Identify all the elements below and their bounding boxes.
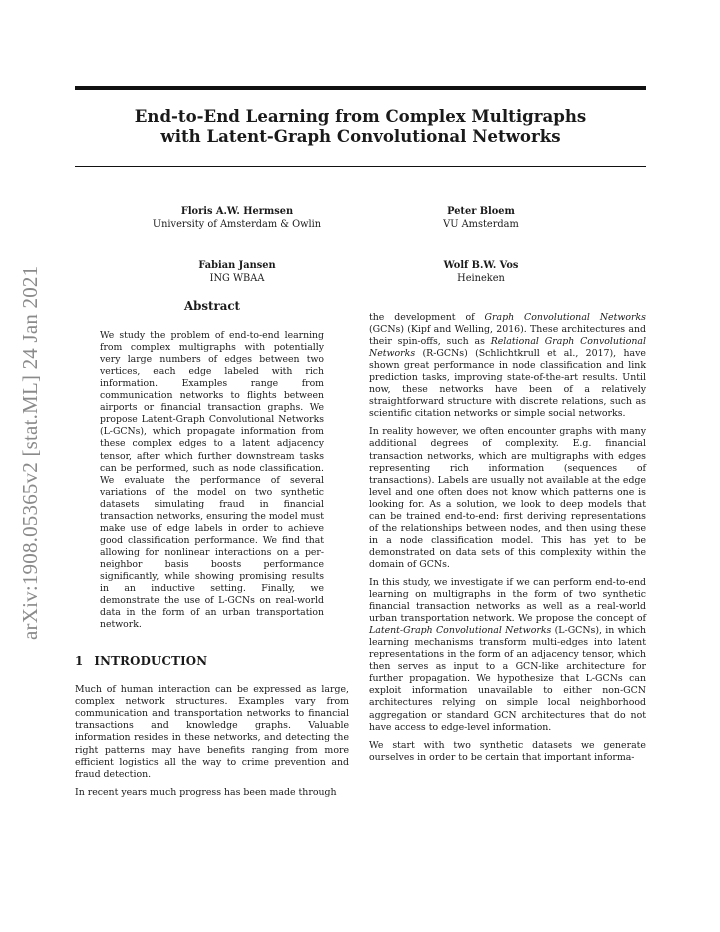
section-title: INTRODUCTION: [94, 654, 208, 669]
author-block-2: [356, 205, 606, 231]
intro-paragraph-1: Much of human interaction can be expressed as large, complex network structures. Examples vary from communication and transportation networks to financial transactions and knowledge graphs. Valuable information resides in these networks, and detecting the right patterns may have benefits ranging from more efficient logistics all the way to crime prevention and fraud detection.: [75, 684, 349, 780]
title-rule-bottom: [75, 166, 646, 167]
body-paragraph-1: [369, 312, 646, 420]
author-name: Floris A.W. Hermsen: [180, 206, 294, 217]
section-heading-introduction: [75, 655, 349, 667]
term-rgcn: Relational Graph Convolutional Networks: [369, 336, 646, 360]
title-rule-top: [75, 86, 646, 90]
author-affiliation: VU Amsterdam: [443, 219, 519, 230]
intro-paragraph-2: In recent years much progress has been made through: [75, 786, 337, 798]
abstract-text: We study the problem of end-to-end learning from complex multigraphs with potentially very large numbers of edges between two vertices, each edge labeled with rich information. Examples range from communication networks to flights between airports or financial transaction graphs. We propose Latent-Graph Convolutional Networks (L-GCNs), which propagate information from these complex edges to a latent adjacency tensor, after which further downstream tasks can be performed, such as node classification. We evaluate the performance of several variations of the model on two synthetic datasets simulating fraud in financial transaction networks, ensuring the model must make use of edge labels in order to achieve good classification performance. We find that allowing for nonlinear interactions on a per-neighbor basis boosts performance significantly, while showing promising results in an inductive setting. Finally, we demonstrate the use of L-GCNs on real-world data in the form of an urban transportation network.: [100, 330, 324, 631]
left-column: [75, 300, 349, 805]
author-block-3: [112, 259, 362, 285]
body-paragraph-2: In reality however, we often encounter graphs with many additional degrees of complexity. E.g. financial transaction networks, which are multigraphs with edges representing rich information (sequences of transactions). Labels are usually not available at the edge level and one often does not know which patterns one is looking for. As a solution, we look to deep models that can be trained end-to-end: first deriving representations of the relationships between nodes, and then using these in a node classification model. This has yet to be demonstrated on data sets of this complexity within the domain of GCNs.: [369, 426, 646, 570]
body-paragraph-4: We start with two synthetic datasets we generate ourselves in order to be certain that important informa-: [369, 739, 646, 763]
body-paragraph-3: [369, 577, 646, 734]
section-number: 1: [75, 654, 84, 669]
text-run: (GCNs) (Kipf and Welling, 2016). These architectures and their spin-offs, such as: [369, 324, 646, 348]
abstract-heading: Abstract: [184, 299, 240, 313]
author-name: Wolf B.W. Vos: [443, 260, 519, 271]
paper-title-line-2: with Latent-Graph Convolutional Networks: [160, 126, 561, 146]
term-lgcn: Latent-Graph Convolutional Networks: [369, 625, 552, 637]
right-column: [369, 312, 646, 770]
author-name: Peter Bloem: [447, 206, 515, 217]
author-name: Fabian Jansen: [198, 260, 276, 271]
author-affiliation: ING WBAA: [209, 273, 265, 284]
paper-title-line-1: End-to-End Learning from Complex Multigraphs: [134, 106, 587, 126]
author-affiliation: Heineken: [457, 273, 505, 284]
author-affiliation: University of Amsterdam & Owlin: [152, 219, 322, 230]
paper-title: [75, 106, 646, 146]
author-block-1: [112, 205, 362, 231]
text-run: In this study, we investigate if we can perform end-to-end learning on multigraphs in the form of two synthetic financial transaction networks as well as a real-world urban transportation network. We propose the concept of: [369, 576, 646, 625]
term-gcn: Graph Convolutional Networks: [484, 312, 646, 323]
arxiv-stamp: arXiv:1908.05365v2 [stat.ML] 24 Jan 2021: [18, 265, 42, 640]
text-run: (L-GCNs), in which learning mechanisms transform multi-edges into latent representations in the form of an adjacency tensor, which then serves as input to a GCN-like architecture for further propagation. We hypothesize that L-GCNs can exploit information unavailable to either non-GCN architectures relying on simple local neighborhood aggregation or standard GCN architectures that do not have access to edge-level information.: [369, 625, 646, 733]
text-run: (R-GCNs) (Schlichtkrull et al., 2017), have shown great performance in node classification and link prediction tasks, improving state-of-the-art results. Until now, these networks have been of a relatively straightforward structure with discrete relations, such as scientific citation networks or simple social networks.: [369, 348, 646, 420]
text-run: the development of: [369, 312, 485, 323]
author-block-4: [356, 259, 606, 285]
